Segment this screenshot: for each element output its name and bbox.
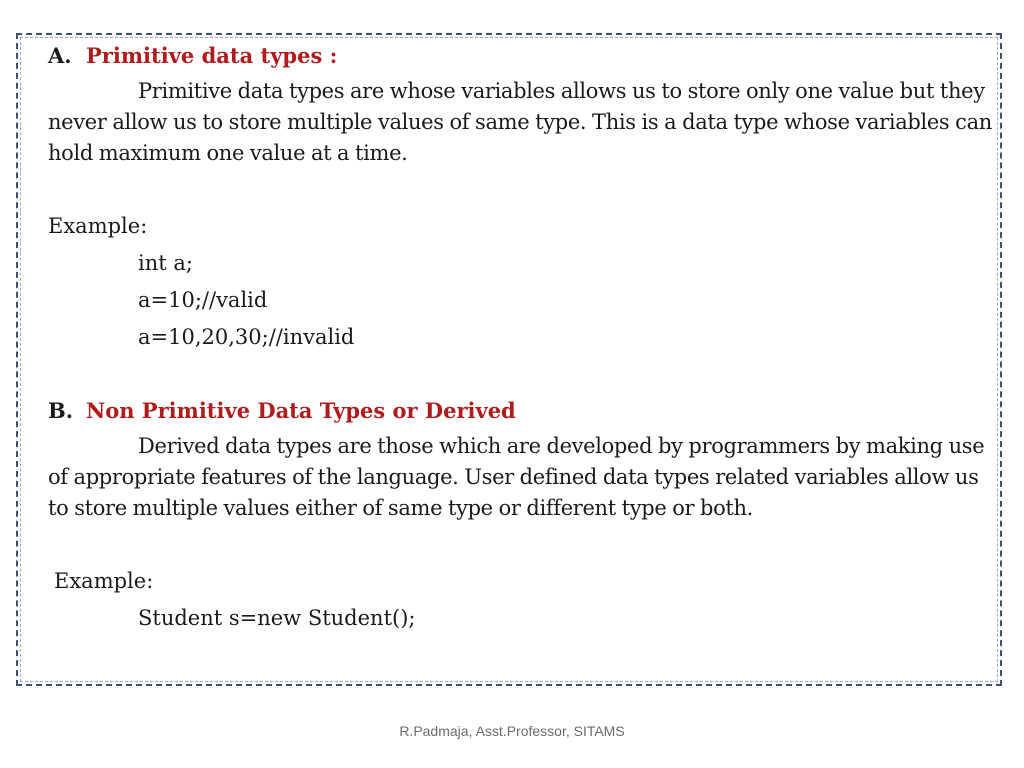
section-spacer	[48, 359, 998, 395]
section-b-letter: B.	[48, 398, 74, 423]
section-a-heading	[48, 40, 998, 76]
section-b-heading	[48, 395, 998, 431]
section-b-example-label: Example:	[54, 569, 154, 593]
section-a-code-line-1: int a;	[138, 251, 193, 275]
section-a-code-line-3: a=10,20,30;//invalid	[138, 325, 355, 349]
section-a-title: Primitive data types :	[86, 43, 338, 68]
footer-credit: R.Padmaja, Asst.Professor, SITAMS	[399, 723, 625, 739]
section-b-paragraph: Derived data types are those which are developed by programmers by making use of appropriate features of the language. User defined data types related variables allow us to store multiple values either of same type or different type or both.	[48, 434, 985, 520]
slide-content	[48, 40, 998, 640]
section-b-title: Non Primitive Data Types or Derived	[86, 398, 516, 423]
section-a-example-label: Example:	[48, 214, 148, 238]
section-a-letter: A.	[48, 43, 72, 68]
section-b-code-line-1: Student s=new Student();	[138, 606, 416, 630]
section-a-paragraph: Primitive data types are whose variables allows us to store only one value but they never allow us to store multiple values of same type. This is a data type whose variables can hold maximum one value at a time.	[48, 79, 992, 165]
section-a-code-line-2: a=10;//valid	[138, 288, 268, 312]
